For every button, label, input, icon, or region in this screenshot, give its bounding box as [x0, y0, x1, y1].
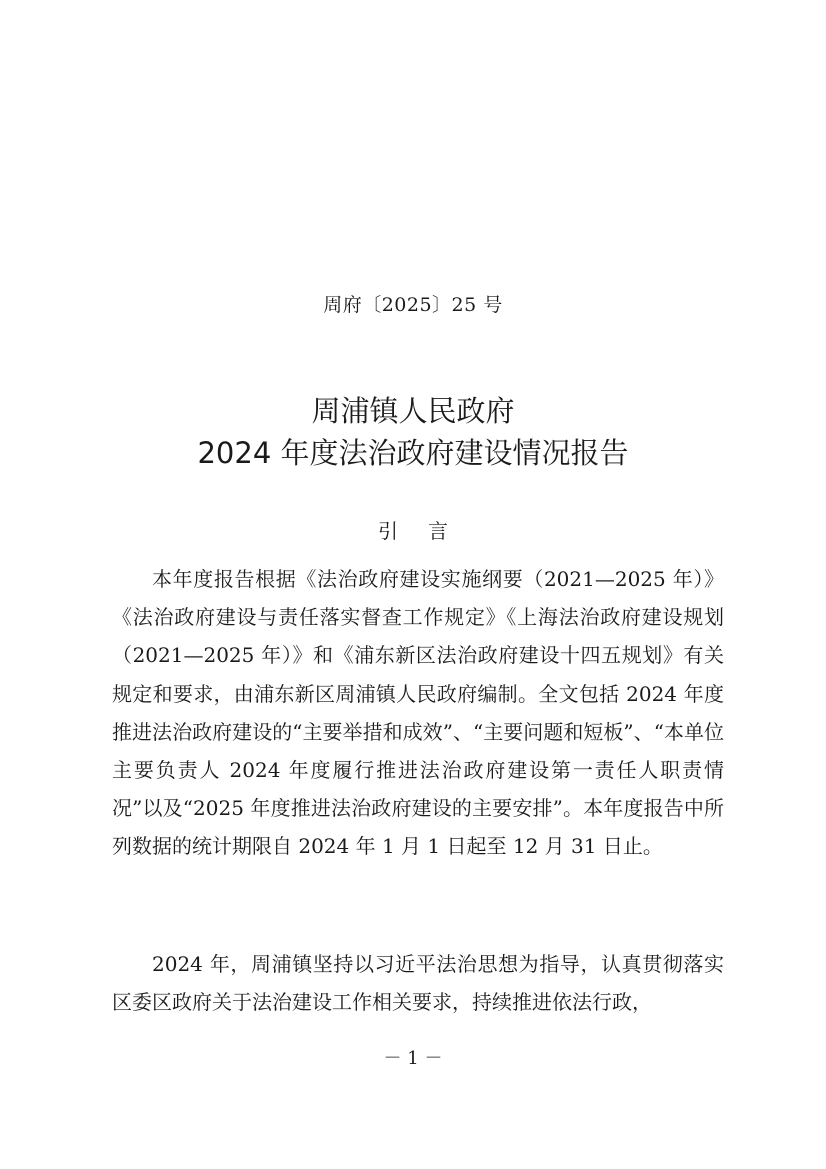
paragraph-intro: 本年度报告根据《法治政府建设实施纲要（2021—2025 年）》《法治政府建设与责任落实督查工作规定》《上海法治政府建设规划（2021—2025 年）》和《浦东新区法治政府建设十四五规划》有关规定和要求，由浦东新区周浦镇人民政府编制。全文包括 2024 年度推进法治政府建设的“主要举措和成效”、“主要问题和短板”、“本单位主要负责人 2024 年度履行推进法治政府建设第一责任人职责情况”以及“2025 年度推进法治政府建设的主要安排”。本年度报告中所列数据的统计期限自 2024 年 1 月 1 日起至 12 月 31 日止。: [112, 567, 724, 859]
document-title: [0, 390, 826, 474]
section-heading: 引言: [378, 519, 478, 543]
title-line-2: 2024 年度法治政府建设情况报告: [197, 436, 629, 470]
document-number: 周府〔2025〕25 号: [323, 294, 503, 316]
paragraph-overview: 2024 年，周浦镇坚持以习近平法治思想为指导，认真贯彻落实区委区政府关于法治建设工作相关要求，持续推进依法行政，: [112, 952, 724, 1015]
page-number: － 1 －: [383, 1048, 443, 1069]
title-line-1: 周浦镇人民政府: [311, 394, 515, 428]
